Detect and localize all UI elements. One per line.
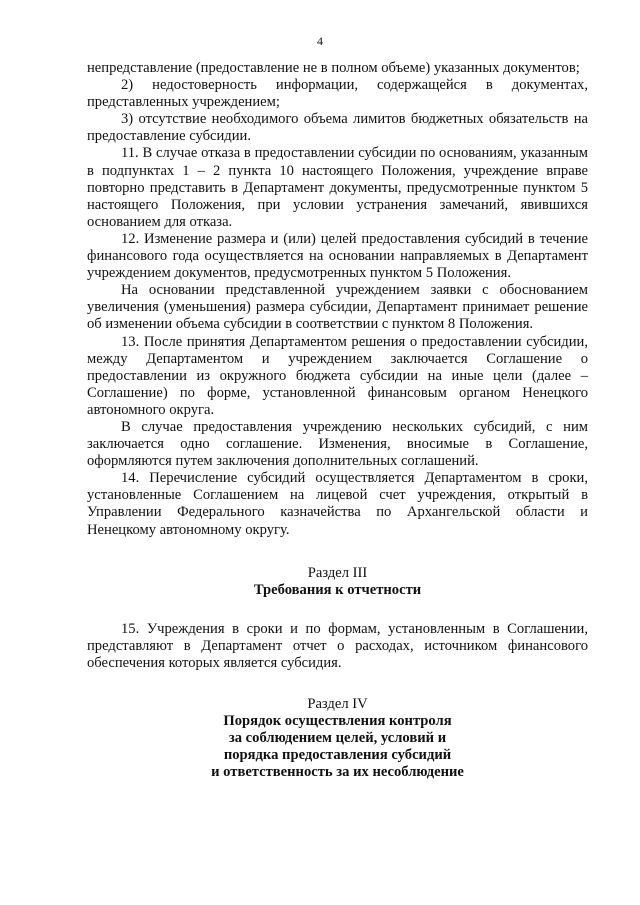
paragraph: На основании представленной учреждением заявки с обоснованием увеличения (уменьшения) размера субсидии, Департамент принимает решение об изменении объема субсидии в соответствии с пунктом 8 Положения.	[87, 282, 588, 333]
paragraph: В случае предоставления учреждению нескольких субсидий, с ним заключается одно соглашение. Изменения, вносимые в Соглашение, оформляются путем заключения дополнительных соглашений.	[87, 418, 588, 470]
paragraph: 12. Изменение размера и (или) целей предоставления субсидий в течение финансового года осуществляется на основании направляемых в Департамент учреждением документов, предусмотренных пунктом 5 Положения.	[87, 230, 588, 282]
section-4-title-line: и ответственность за их несоблюдение	[211, 764, 464, 781]
page-number: 4	[317, 34, 323, 48]
spacer	[87, 599, 588, 621]
section-4-title-line: порядка предоставления субсидий	[223, 747, 452, 764]
paragraph: 15. Учреждения в сроки и по формам, установленным в Соглашении, представляют в Департамент отчет о расходах, источником финансового обеспечения которых является субсидия.	[87, 620, 588, 671]
paragraph: 14. Перечисление субсидий осуществляется Департаментом в сроки, установленные Соглашением на лицевой счет учреждения, открытый в Управлении Федерального казначейства по Архангельской области и Ненецкому автономному округу.	[87, 470, 588, 538]
paragraph: непредставление (предоставление не в полном объеме) указанных документов;	[87, 60, 580, 76]
section-4-label: Раздел IV	[307, 696, 368, 713]
body-text-top	[87, 60, 588, 539]
paragraph: 2) недостоверность информации, содержащейся в документах, представленных учреждением;	[87, 77, 588, 111]
paragraph: 11. В случае отказа в предоставлении субсидии по основаниям, указанным в подпунктах 1 – 2 пункта 10 настоящего Положения, учреждение вправе повторно представить в Департамент документы, предусмотренные пунктом 5 настоящего Положения, при условии устранения замечаний, явившихся основанием для отказа.	[87, 145, 588, 230]
section-3-title: Требования к отчетности	[253, 581, 422, 598]
section-3-label: Раздел III	[307, 564, 368, 581]
paragraph: 13. После принятия Департаментом решения о предоставлении субсидии, между Департаментом и учреждением заключается Соглашение о предоставлении из окружного бюджета субсидии на иные цели (далее – Соглашение) по форме, установленной финансовым органом Ненецкого автономного округа.	[87, 333, 588, 418]
body-text-middle	[87, 621, 588, 672]
section-4-title-line: за соблюдением целей, условий и	[228, 730, 447, 747]
section-4-title-line: Порядок осуществления контроля	[223, 713, 452, 730]
paragraph: 3) отсутствие необходимого объема лимитов бюджетных обязательств на предоставление субсидии.	[87, 111, 588, 145]
